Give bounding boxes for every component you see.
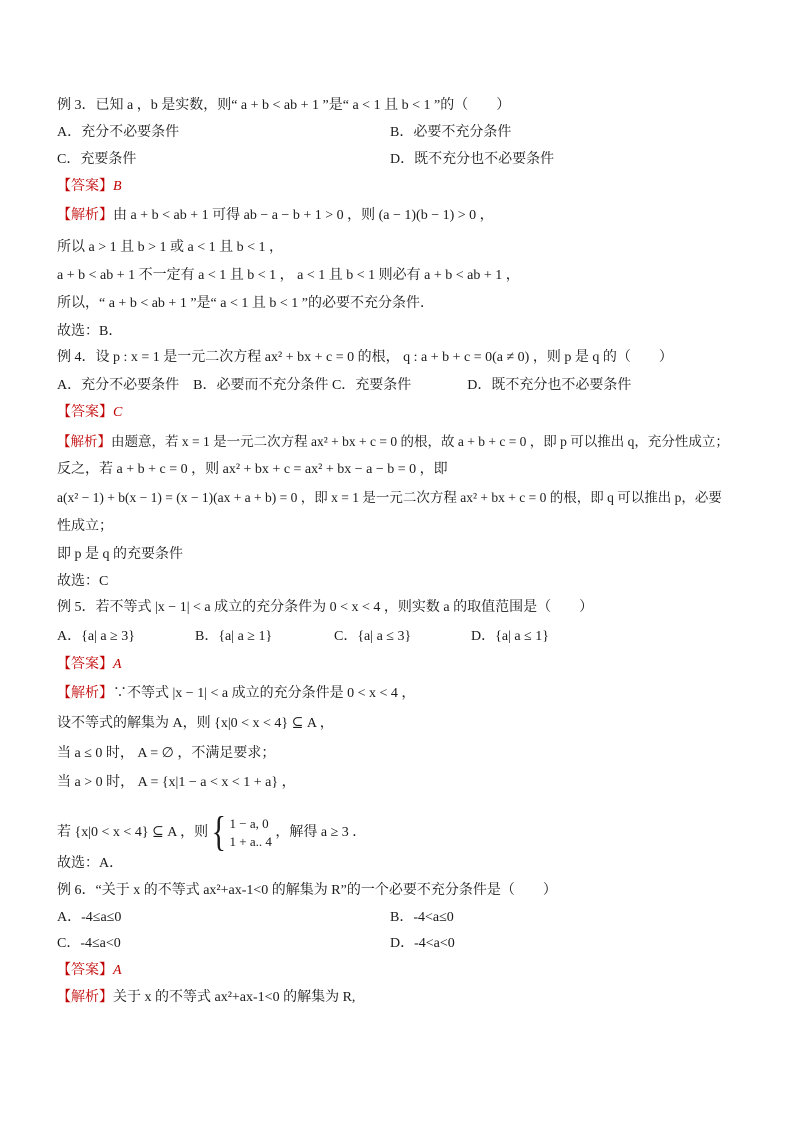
ex3-option-d: D．既不充分也不必要条件 [390,152,555,167]
ex4-stem: 例 4．设 p : x = 1 是一元二次方程 ax² + bx + c = 0 的根， q : a + b + c = 0(a ≠ 0) ，则 p 是 q 的（ ） [57,350,673,365]
ex5-option-d: D．{a| a ≤ 1} [471,629,549,644]
ex6-options-row2 [57,934,754,954]
ex3-explanation-1 [57,206,754,226]
explanation-label: 【解析】 [57,990,113,1005]
explanation-text: 关于 x 的不等式 ax²+ax-1<0 的解集为 R, [113,990,356,1005]
ex4-explanation-2: 反之，若 a + b + c = 0 ，则 ax² + bx + c = ax² + bx − a − b = 0 ，即 [57,462,448,477]
answer-value: B [113,179,122,194]
ex6-option-b: B．-4<a≤0 [390,910,454,925]
ex5-option-b: B．{a| a ≥ 1} [195,629,273,644]
ex6-explanation-1 [57,988,754,1008]
ex3-option-c: C．充要条件 [57,152,137,167]
ex4-explanation-4: 性成立； [57,519,113,534]
answer-label: 【答案】 [57,657,113,672]
ex3-option-b: B．必要不充分条件 [390,125,512,140]
explanation-text: 由题意，若 x = 1 是一元二次方程 ax² + bx + c = 0 的根，故 a + b + c = 0 ，即 p 可以推出 q，充分性成立； [111,434,729,449]
explanation-label: 【解析】 [57,686,113,701]
ex4-answer [57,403,754,423]
ex3-option-a: A．充分不必要条件 [57,125,180,140]
ex5-selection: 故选：A． [57,856,124,871]
ex6-option-a: A．-4≤a≤0 [57,910,122,925]
ex5-explanation-4: 当 a > 0 时， A = {x|1 − a < x < 1 + a} ， [57,775,296,790]
ex3-options-row1 [57,123,754,143]
system-brace: { [211,809,227,856]
ex3-explanation-3: a + b < ab + 1 不一定有 a < 1 且 b < 1 ， a < 1 且 b < 1 则必有 a + b < ab + 1 ， [57,268,520,283]
system-line-1: 1 − a, 0 [229,816,269,831]
ex6-option-d: D．-4<a<0 [390,936,455,951]
explanation-label: 【解析】 [57,208,113,223]
explanation-text: 若 {x|0 < x < 4} ⊆ A ，则 [57,825,209,841]
ex5-explanation-1 [57,684,754,704]
ex4-explanation-3: a(x² − 1) + b(x − 1) = (x − 1)(ax + a + b) = 0 ，即 x = 1 是一元二次方程 ax² + bx + c = 0 的根，即 q 可以推出 p，必要 [57,490,722,505]
answer-value: A [113,657,122,672]
ex4-options: A．充分不必要条件 B．必要而不充分条件 C．充要条件 D．既不充分也不必要条件 [57,378,632,393]
explanation-text: ，解得 a ≥ 3 ． [275,825,367,841]
ex6-options-row1 [57,908,754,928]
ex5-explanation-3: 当 a ≤ 0 时， A = ∅ ，不满足要求； [57,746,276,761]
ex3-selection: 故选：B． [57,324,123,339]
ex3-answer [57,177,754,197]
ex6-option-c: C．-4≤a<0 [57,936,121,951]
ex3-stem: 例 3．已知 a ，b 是实数，则“ a + b < ab + 1 ”是“ a < 1 且 b < 1 ”的（ ） [57,98,511,113]
explanation-text: ∵不等式 |x − 1| < a 成立的充分条件是 0 < x < 4 ， [113,686,416,701]
ex5-option-a: A．{a| a ≥ 3} [57,629,135,644]
system-line-2: 1 + a.. 4 [229,834,272,849]
ex3-explanation-4: 所以，“ a + b < ab + 1 ”是“ a < 1 且 b < 1 ”的必要不充分条件． [57,296,434,311]
ex4-selection: 故选：C [57,574,109,589]
ex4-explanation-1 [57,432,754,452]
answer-label: 【答案】 [57,405,113,420]
ex5-explanation-2: 设不等式的解集为 A，则 {x|0 < x < 4} ⊆ A ， [57,716,334,731]
ex5-explanation-5 [57,809,754,856]
ex6-answer [57,961,754,981]
answer-value: C [113,405,123,420]
ex5-stem: 例 5．若不等式 |x − 1| < a 成立的充分条件为 0 < x < 4 ，则实数 a 的取值范围是（ ） [57,600,594,615]
ex3-explanation-2: 所以 a > 1 且 b > 1 或 a < 1 且 b < 1 ， [57,240,284,255]
ex3-options-row2 [57,150,754,170]
ex5-answer [57,655,754,675]
answer-label: 【答案】 [57,179,113,194]
ex4-explanation-5: 即 p 是 q 的充要条件 [57,547,183,562]
explanation-label: 【解析】 [57,434,111,449]
equation-system [230,815,272,851]
answer-label: 【答案】 [57,963,113,978]
ex6-stem: 例 6．“关于 x 的不等式 ax²+ax-1<0 的解集为 R”的一个必要不充分条件是（ ） [57,883,557,898]
explanation-text: 由 a + b < ab + 1 可得 ab − a − b + 1 > 0 ，则 (a − 1)(b − 1) > 0 ， [113,208,494,223]
ex5-option-c: C．{a| a ≤ 3} [334,629,412,644]
answer-value: A [113,963,122,978]
